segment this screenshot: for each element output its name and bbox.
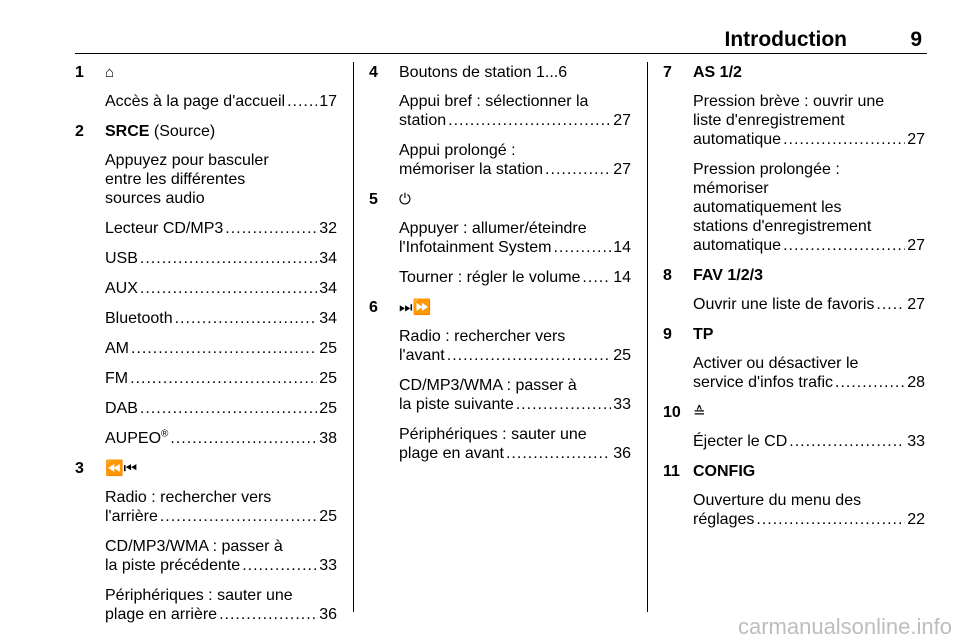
item-paragraph <box>693 92 925 149</box>
toc-text-label: Tourner : régler le volume <box>399 269 581 286</box>
item-label-text: (Source) <box>149 123 216 140</box>
dot-leader <box>140 279 317 298</box>
item-key-label: SRCE <box>105 123 150 140</box>
item-heading <box>75 459 337 478</box>
toc-text <box>105 219 223 238</box>
column-1 <box>75 63 337 635</box>
item-key-label: AS 1/2 <box>693 64 742 81</box>
registered-mark: ® <box>161 428 169 440</box>
toc-text-label: FM <box>105 370 129 387</box>
item-label-text: Boutons de station 1...6 <box>399 64 568 81</box>
item-number: 11 <box>663 463 680 480</box>
toc-text-label: l'avant <box>399 347 445 364</box>
item-heading <box>75 122 337 141</box>
toc-line <box>105 399 337 418</box>
text-line: Périphériques : sauter une <box>399 426 587 443</box>
toc-line <box>693 510 925 529</box>
watermark: carmanualsonline.info <box>737 614 952 639</box>
page-reference: 34 <box>319 250 337 267</box>
item-number: 9 <box>663 326 672 343</box>
toc-line <box>693 295 925 314</box>
page-reference: 25 <box>613 347 631 364</box>
item-paragraph <box>399 219 631 257</box>
item-paragraph <box>105 586 337 624</box>
item-paragraph <box>105 92 337 111</box>
seek-forward-icon: ⏭⏩ <box>399 299 432 316</box>
toc-text <box>693 432 787 451</box>
dot-leader <box>783 130 905 149</box>
item-paragraph <box>105 488 337 526</box>
toc-line <box>399 238 631 257</box>
toc-line <box>399 160 631 179</box>
page-reference: 33 <box>613 396 631 413</box>
page-reference: 14 <box>613 269 631 286</box>
toc-text-label: AUX <box>105 280 138 297</box>
text-line: Appui bref : sélectionner la <box>399 93 589 110</box>
page-reference: 36 <box>319 606 337 623</box>
toc-line <box>105 279 337 298</box>
item-key-label: CONFIG <box>693 463 756 480</box>
item-label <box>399 190 411 209</box>
item-heading <box>663 63 925 82</box>
toc-line <box>105 339 337 358</box>
dot-leader <box>131 339 317 358</box>
page-reference: 28 <box>907 374 925 391</box>
eject-icon: ≙ <box>693 404 706 421</box>
dot-leader <box>225 219 317 238</box>
item-paragraph <box>693 295 925 314</box>
dot-leader <box>582 268 611 287</box>
toc-line <box>693 130 925 149</box>
toc-text <box>399 444 504 463</box>
item-paragraph <box>693 432 925 451</box>
item-heading <box>663 325 925 344</box>
text-line: mémoriser <box>693 180 769 197</box>
page-reference: 27 <box>613 112 631 129</box>
item-number: 3 <box>75 460 84 477</box>
text-line: CD/MP3/WMA : passer à <box>399 377 577 394</box>
dot-leader <box>140 399 317 418</box>
toc-text <box>105 507 158 526</box>
dot-leader <box>553 238 611 257</box>
toc-line <box>399 111 631 130</box>
item-paragraph <box>105 369 337 388</box>
item-paragraph <box>105 151 337 208</box>
text-line: Appui prolongé : <box>399 142 516 159</box>
item-paragraph <box>399 92 631 130</box>
toc-text-label: Accès à la page d'accueil <box>105 93 286 110</box>
item-label <box>399 63 567 82</box>
toc-text <box>105 429 168 448</box>
toc-text-label: réglages <box>693 511 755 528</box>
toc-text <box>693 295 874 314</box>
text-line: entre les différentes <box>105 171 246 188</box>
text-line: automatiquement les <box>693 199 842 216</box>
item-paragraph <box>399 268 631 287</box>
toc-text <box>105 399 138 418</box>
dot-leader <box>783 236 905 255</box>
toc-text <box>693 130 781 149</box>
item-paragraph <box>399 327 631 365</box>
text-line: Ouverture du menu des <box>693 492 862 509</box>
toc-line <box>399 444 631 463</box>
toc-text-label: DAB <box>105 400 138 417</box>
toc-text-label: plage en arrière <box>105 606 218 623</box>
dot-leader <box>160 507 317 526</box>
dot-leader <box>447 346 611 365</box>
text-line: Pression prolongée : <box>693 161 840 178</box>
toc-text-label: l'arrière <box>105 508 158 525</box>
page-reference: 27 <box>907 237 925 254</box>
toc-line <box>105 605 337 624</box>
toc-line <box>693 373 925 392</box>
toc-text-label: automatique <box>693 237 782 254</box>
item-heading <box>369 63 631 82</box>
toc-line <box>105 507 337 526</box>
item-paragraph <box>693 354 925 392</box>
toc-text <box>399 238 551 257</box>
text-line: Appuyer : allumer/éteindre <box>399 220 587 237</box>
text-line: liste d'enregistrement <box>693 112 845 129</box>
dot-leader <box>448 111 611 130</box>
dot-leader <box>756 510 905 529</box>
item-paragraph <box>105 309 337 328</box>
dot-leader <box>242 556 317 575</box>
toc-line <box>693 432 925 451</box>
toc-line <box>105 556 337 575</box>
dot-leader <box>516 395 611 414</box>
page-reference: 25 <box>319 340 337 357</box>
item-number: 2 <box>75 123 84 140</box>
page-reference: 34 <box>319 280 337 297</box>
item-label <box>693 63 742 82</box>
toc-line <box>105 429 337 448</box>
item-number: 5 <box>369 191 378 208</box>
text-line: Pression brève : ouvrir une <box>693 93 885 110</box>
item-label <box>693 403 706 422</box>
dot-leader <box>835 373 905 392</box>
toc-text-label: mémoriser la station <box>399 161 544 178</box>
toc-text-label: la piste précédente <box>105 557 241 574</box>
toc-text-label: Ouvrir une liste de favoris <box>693 296 875 313</box>
dot-leader <box>175 309 318 328</box>
toc-text <box>105 556 240 575</box>
dot-leader <box>789 432 905 451</box>
toc-line <box>105 249 337 268</box>
page-number: 9 <box>910 28 922 51</box>
text-line: sources audio <box>105 190 205 207</box>
page-reference: 25 <box>319 508 337 525</box>
dot-leader <box>130 369 317 388</box>
page-reference: 38 <box>319 430 337 447</box>
page-reference: 36 <box>613 445 631 462</box>
item-label <box>399 298 431 317</box>
toc-text-label: USB <box>105 250 138 267</box>
toc-text-label: Éjecter le CD <box>693 433 788 450</box>
item-number: 7 <box>663 64 672 81</box>
item-label <box>693 325 713 344</box>
toc-text-label: station <box>399 112 447 129</box>
toc-text-label: Bluetooth <box>105 310 173 327</box>
item-paragraph <box>105 537 337 575</box>
item-number: 6 <box>369 299 378 316</box>
toc-line <box>105 369 337 388</box>
toc-line <box>399 346 631 365</box>
text-line: CD/MP3/WMA : passer à <box>105 538 283 555</box>
dot-leader <box>876 295 905 314</box>
dot-leader <box>219 605 317 624</box>
item-label <box>693 462 755 481</box>
toc-line <box>693 236 925 255</box>
dot-leader <box>170 429 317 448</box>
column-2 <box>369 63 631 474</box>
toc-text-label: plage en avant <box>399 445 504 462</box>
page-reference: 33 <box>319 557 337 574</box>
toc-line <box>105 219 337 238</box>
text-line: Activer ou désactiver le <box>693 355 859 372</box>
item-heading <box>369 190 631 209</box>
toc-text <box>399 160 543 179</box>
toc-text <box>105 92 285 111</box>
toc-text-label: AM <box>105 340 129 357</box>
toc-text-label: Lecteur CD/MP3 <box>105 220 224 237</box>
toc-text <box>105 249 138 268</box>
toc-text <box>105 605 217 624</box>
dot-leader <box>287 92 317 111</box>
toc-line <box>105 92 337 111</box>
page-reference: 34 <box>319 310 337 327</box>
item-paragraph <box>399 425 631 463</box>
text-line: Radio : rechercher vers <box>399 328 566 345</box>
toc-text-label: automatique <box>693 131 782 148</box>
item-heading <box>369 298 631 317</box>
item-label <box>105 122 215 141</box>
toc-text-label: service d'infos trafic <box>693 374 833 391</box>
column-divider <box>353 62 354 612</box>
toc-text-label: l'Infotainment System <box>399 239 552 256</box>
item-paragraph <box>105 219 337 238</box>
dot-leader <box>506 444 611 463</box>
toc-text <box>399 395 514 414</box>
page-header <box>75 24 927 54</box>
item-paragraph <box>105 339 337 358</box>
toc-line <box>105 309 337 328</box>
item-paragraph <box>105 429 337 448</box>
item-label <box>105 459 137 478</box>
dot-leader <box>140 249 317 268</box>
toc-text <box>693 236 781 255</box>
toc-text <box>105 279 138 298</box>
page-reference: 25 <box>319 370 337 387</box>
page-reference: 27 <box>907 296 925 313</box>
page-title: Introduction <box>724 28 847 51</box>
page-reference: 27 <box>907 131 925 148</box>
item-key-label: TP <box>693 326 714 343</box>
toc-text <box>399 268 580 287</box>
toc-text <box>105 339 129 358</box>
item-paragraph <box>105 249 337 268</box>
item-number: 10 <box>663 404 681 421</box>
toc-text-label: AUPEO <box>105 430 162 447</box>
toc-text <box>693 373 833 392</box>
text-line: Périphériques : sauter une <box>105 587 293 604</box>
toc-text <box>105 309 173 328</box>
item-paragraph <box>693 491 925 529</box>
toc-text <box>399 346 445 365</box>
item-label <box>693 266 763 285</box>
column-3 <box>663 63 925 540</box>
column-divider <box>647 62 648 612</box>
item-paragraph <box>693 160 925 255</box>
text-line: Radio : rechercher vers <box>105 489 272 506</box>
page-reference: 22 <box>907 511 925 528</box>
home-icon: ⌂ <box>105 64 115 81</box>
item-key-label: FAV 1/2/3 <box>693 267 763 284</box>
item-number: 8 <box>663 267 672 284</box>
page-reference: 25 <box>319 400 337 417</box>
item-paragraph <box>105 399 337 418</box>
text-line: Appuyez pour basculer <box>105 152 269 169</box>
toc-line <box>399 268 631 287</box>
item-heading <box>663 403 925 422</box>
toc-text-label: la piste suivante <box>399 396 514 413</box>
item-heading <box>663 266 925 285</box>
item-number: 1 <box>75 64 84 81</box>
page-reference: 14 <box>613 239 631 256</box>
page-reference: 17 <box>319 93 337 110</box>
page-reference: 32 <box>319 220 337 237</box>
item-paragraph <box>399 141 631 179</box>
item-heading <box>663 462 925 481</box>
item-paragraph <box>105 279 337 298</box>
toc-text <box>105 369 128 388</box>
item-label <box>105 63 114 82</box>
item-number: 4 <box>369 64 378 81</box>
seek-back-icon: ⏪⏮ <box>105 460 138 477</box>
item-heading <box>75 63 337 82</box>
text-line: stations d'enregistrement <box>693 218 872 235</box>
header-rule <box>75 53 927 54</box>
dot-leader <box>545 160 611 179</box>
toc-text <box>693 510 754 529</box>
item-paragraph <box>399 376 631 414</box>
page-reference: 27 <box>613 161 631 178</box>
power-icon: ⏻ <box>399 191 411 208</box>
page-reference: 33 <box>907 433 925 450</box>
toc-text <box>399 111 446 130</box>
toc-line <box>399 395 631 414</box>
